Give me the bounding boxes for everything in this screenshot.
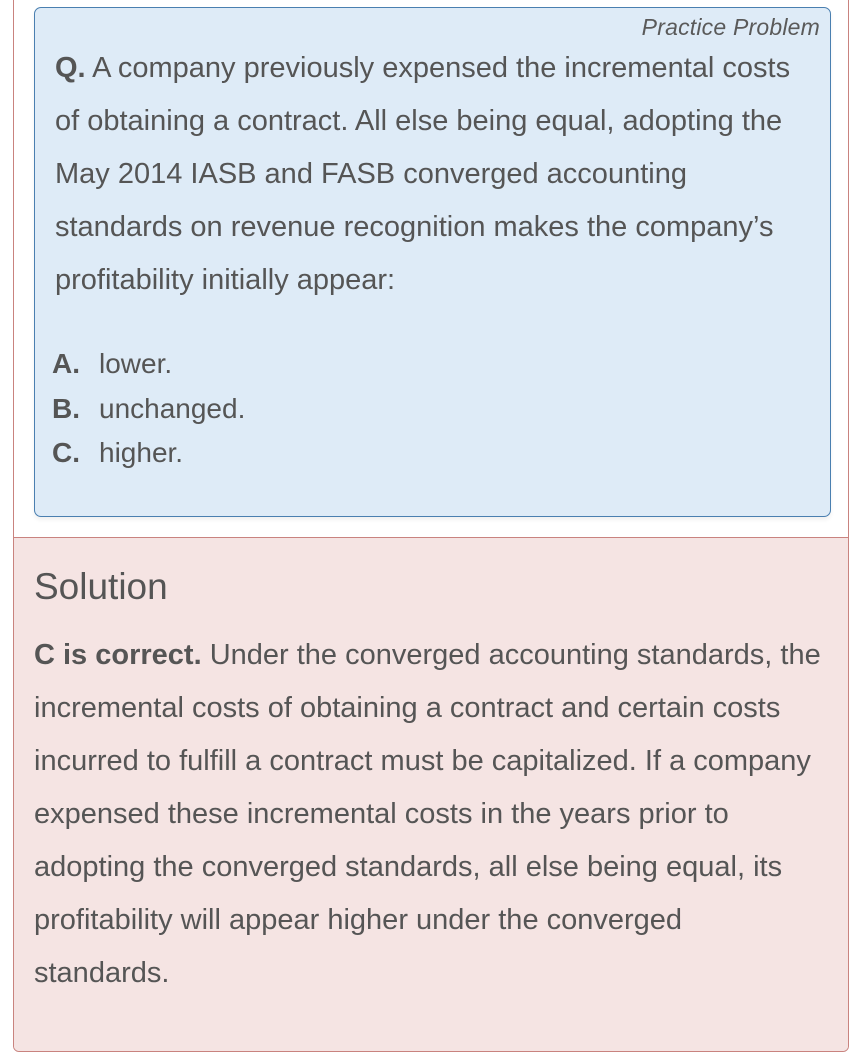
question-text: A company previously expensed the incremental costs of obtaining a contract. All else being equal, adopting the May 2014 IASB and FASB converged accounting standards on revenue recognition makes the company’s profitability initially appear:	[55, 52, 791, 296]
question	[55, 42, 820, 307]
choice-c[interactable]	[52, 431, 245, 476]
solution-text	[34, 629, 824, 1000]
choice-b[interactable]	[52, 387, 245, 432]
question-prefix: Q.	[55, 52, 86, 84]
solution-body: Under the converged accounting standards, the incremental costs of obtaining a contract and certain costs incurred to fulfill a contract must be capitalized. If a company expensed these incremental costs in the years prior to adopting the converged standards, all else being equal, its profitability will appear higher under the converged standards.	[34, 639, 821, 989]
problem-box	[34, 7, 831, 517]
solution-lead: C is correct.	[34, 639, 202, 671]
answer-choices	[52, 342, 245, 476]
problem-label: Practice Problem	[641, 14, 820, 40]
choice-letter: A.	[52, 348, 80, 379]
choice-letter: C.	[52, 437, 80, 468]
choice-text: higher.	[99, 437, 184, 468]
choice-a[interactable]	[52, 342, 245, 387]
solution-section	[14, 537, 848, 1052]
solution-title: Solution	[34, 566, 168, 607]
choice-text: unchanged.	[99, 392, 246, 424]
choice-letter: B.	[52, 392, 80, 424]
choice-text: lower.	[99, 348, 173, 379]
practice-problem-card	[13, 0, 849, 1052]
